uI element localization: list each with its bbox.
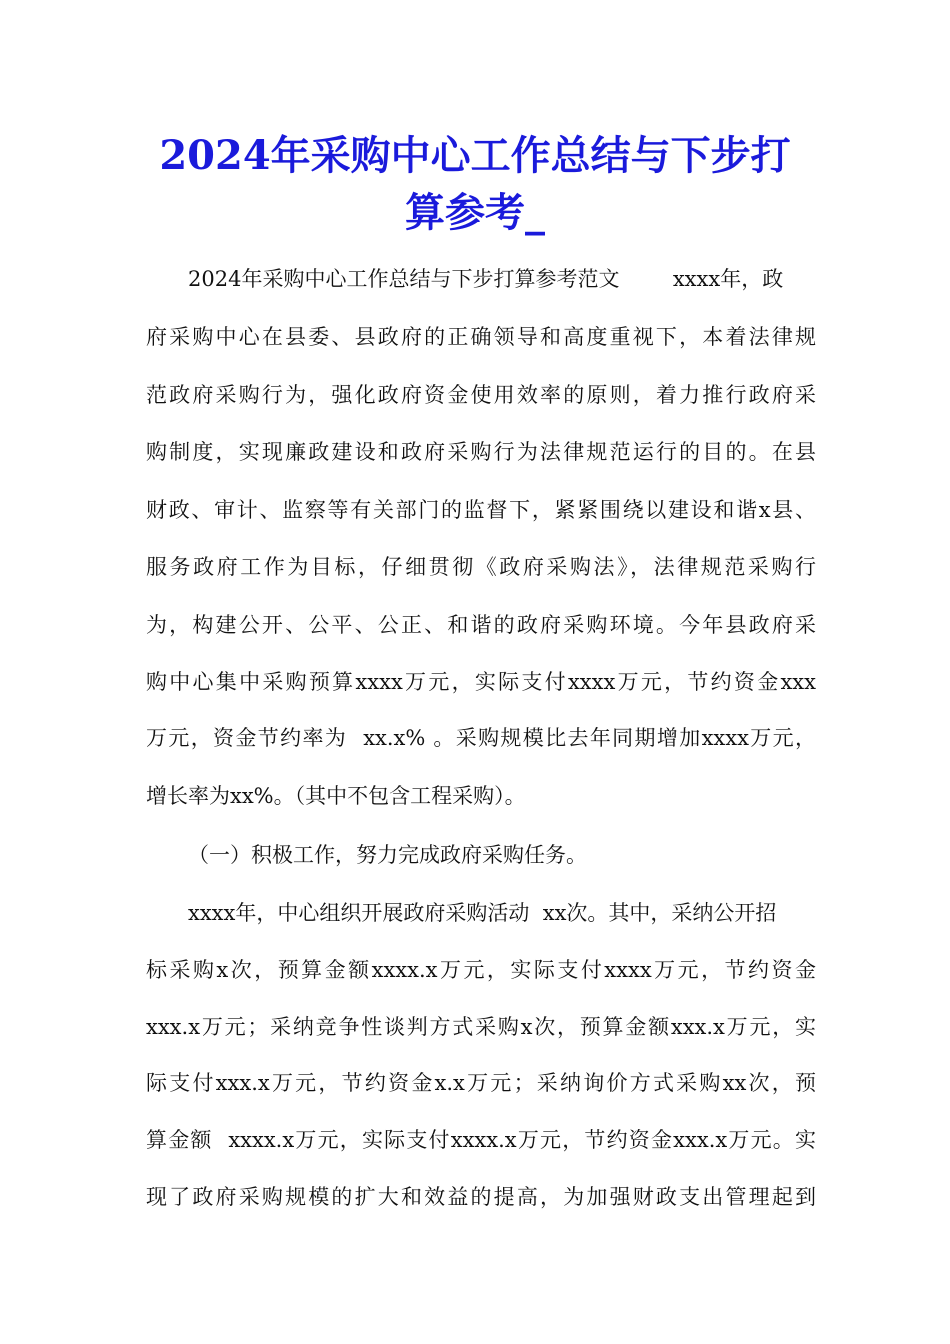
body-line: 增长率为xx%。（其中不包含工程采购）。 — [146, 784, 526, 808]
body-line: 府采购中心在县委、县政府的正确领导和高度重视下，本着法律规 — [146, 325, 816, 349]
body-line: 服务政府工作为目标，仔细贯彻《政府采购法》，法律规范采购行 — [146, 555, 816, 579]
body-line: 购中心集中采购预算xxxx万元，实际支付xxxx万元，节约资金xxx — [146, 670, 816, 694]
body-line: 范政府采购行为，强化政府资金使用效率的原则，着力推行政府采 — [146, 383, 816, 407]
document-title-line-1: 2024年采购中心工作总结与下步打 — [159, 132, 791, 179]
body-line: 2024年采购中心工作总结与下步打算参考范文 xxxx年，政 — [188, 267, 784, 291]
document-title-line-2: 算参考_ — [405, 189, 545, 236]
section-heading: （一）积极工作，努力完成政府采购任务。 — [188, 843, 587, 867]
body-line: 万元，资金节约率为 xx.x% 。采购规模比去年同期增加xxxx万元， — [146, 726, 816, 750]
body-line: 际支付xxx.x万元，节约资金x.x万元；采纳询价方式采购xx次，预 — [146, 1071, 816, 1095]
body-line: xxxx年，中心组织开展政府采购活动 xx次。其中，采纳公开招 — [188, 901, 777, 925]
body-line: 财政、审计、监察等有关部门的监督下，紧紧围绕以建设和谐x县、 — [146, 498, 816, 522]
body-line: 购制度，实现廉政建设和政府采购行为法律规范运行的目的。在县 — [146, 440, 816, 464]
body-line: 为，构建公开、公平、公正、和谐的政府采购环境。今年县政府采 — [146, 613, 816, 637]
body-line: xxx.x万元；采纳竞争性谈判方式采购x次，预算金额xxx.x万元，实 — [146, 1015, 816, 1039]
body-line: 算金额 xxxx.x万元，实际支付xxxx.x万元，节约资金xxx.x万元。实 — [146, 1128, 816, 1152]
body-line: 现了政府采购规模的扩大和效益的提高，为加强财政支出管理起到 — [146, 1185, 816, 1209]
body-line: 标采购x次，预算金额xxxx.x万元，实际支付xxxx万元，节约资金 — [146, 958, 816, 982]
